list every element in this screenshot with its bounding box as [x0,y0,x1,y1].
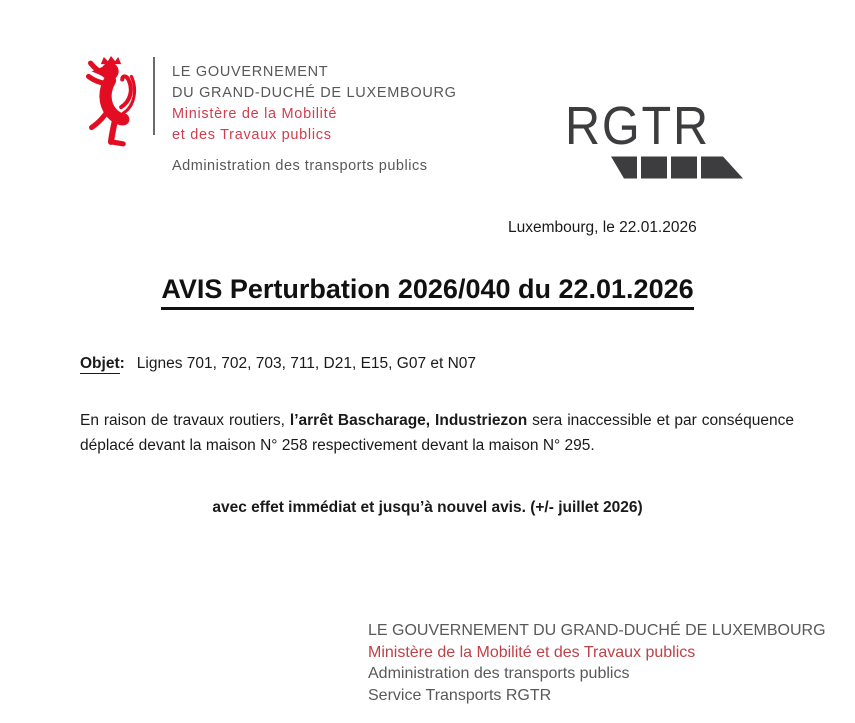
ministry-line: et des Travaux publics [172,127,332,143]
luxembourg-lion-icon [84,56,138,150]
objet-colon: : [119,355,125,372]
date-line: Luxembourg, le 22.01.2026 [508,219,697,236]
effective-date-line: avec effet immédiat et jusqu’à nouvel avis. (+/- juillet 2026) [212,499,643,516]
logo-divider [153,57,155,135]
body-text: sera inaccessible et par conséquence déplacé devant la maison N° 258 respectivement devant la maison N° 295. [80,412,794,454]
signature-service-line: Service Transports RGTR [368,686,552,704]
rgtr-logo-text: RGTR [565,96,710,156]
rgtr-bus-segments-icon [611,156,743,179]
government-line: LE GOUVERNEMENT [172,64,329,80]
signature-ministry-line: Ministère de la Mobilité et des Travaux publics [368,643,696,661]
objet-label: Objet [80,355,120,372]
signature-administration-line: Administration des transports publics [368,665,630,682]
government-logo-text [172,62,457,146]
administration-label: Administration des transports publics [172,158,428,174]
signature-block [368,620,826,706]
government-line: DU GRAND-DUCHÉ DE LUXEMBOURG [172,85,457,101]
objet-row [80,355,476,373]
stop-name-bold: l’arrêt Bascharage, Industriezon [289,412,528,429]
title-row [0,274,855,310]
ministry-line: Ministère de la Mobilité [172,106,338,122]
body-paragraph [80,408,794,458]
body-text: En raison de travaux routiers, [80,412,290,429]
objet-value: Lignes 701, 702, 703, 711, D21, E15, G07 et N07 [136,355,477,372]
notice-title: AVIS Perturbation 2026/040 du 22.01.2026 [161,274,693,310]
effective-row [0,499,855,517]
rgtr-logo [565,96,726,156]
signature-government-line: LE GOUVERNEMENT DU GRAND-DUCHÉ DE LUXEMBOURG [368,622,826,639]
